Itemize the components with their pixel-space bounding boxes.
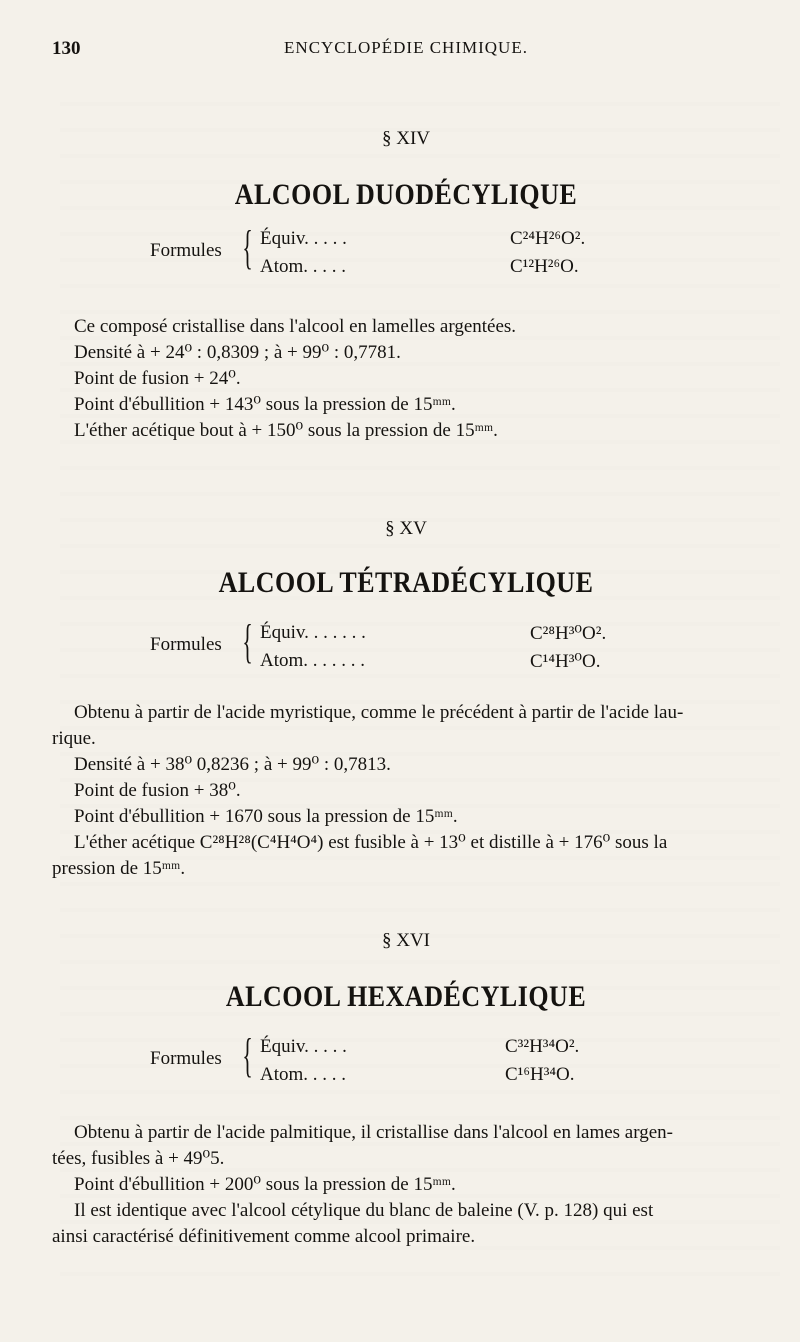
equiv-label: Équiv. . . . . <box>260 228 347 249</box>
body-line: Point d'ébullition + 143⁰ sous la pression de 15ᵐᵐ. <box>74 394 456 415</box>
equiv-formula: C²⁴H²⁶O². <box>510 228 586 249</box>
section-title: ALCOOL DUODÉCYLIQUE <box>234 177 578 212</box>
body-line: Densité à + 38⁰ 0,8236 ; à + 99⁰ : 0,7813. <box>74 754 391 775</box>
body-line: Ce composé cristallise dans l'alcool en lamelles argentées. <box>74 316 517 337</box>
section-title: ALCOOL HEXADÉCYLIQUE <box>225 979 587 1014</box>
atom-formula: C¹²H²⁶O. <box>510 256 579 277</box>
section-body <box>52 700 770 882</box>
equiv-label: Équiv. . . . . . . <box>260 622 366 643</box>
page-header <box>52 38 760 62</box>
equiv-label: Équiv. . . . . <box>260 1036 347 1057</box>
body-line: L'éther acétique C²⁸H²⁸(C⁴H⁴O⁴) est fusible à + 13⁰ et distille à + 176⁰ sous la <box>74 832 668 853</box>
formula-label: Formules <box>150 1048 222 1069</box>
body-line: pression de 15ᵐᵐ. <box>52 858 186 879</box>
atom-formula: C¹⁶H³⁴O. <box>505 1064 575 1085</box>
body-line: Obtenu à partir de l'acide palmitique, il cristallise dans l'alcool en lames argen- <box>74 1122 673 1143</box>
equiv-formula: C²⁸H³⁰O². <box>530 623 607 644</box>
running-title: ENCYCLOPÉDIE CHIMIQUE. <box>284 38 528 57</box>
section-number: § XVI <box>381 930 431 951</box>
atom-formula: C¹⁴H³⁰O. <box>530 651 601 672</box>
atom-label: Atom. . . . . <box>260 256 347 277</box>
body-line: Densité à + 24⁰ : 0,8309 ; à + 99⁰ : 0,7781. <box>74 342 401 363</box>
formula-block <box>150 221 610 288</box>
body-line: ainsi caractérisé définitivement comme alcool primaire. <box>52 1226 476 1247</box>
body-line: Point de fusion + 24⁰. <box>74 368 241 389</box>
formula-label: Formules <box>150 634 222 655</box>
body-line: Obtenu à partir de l'acide myristique, comme le précédent à partir de l'acide lau- <box>74 702 684 723</box>
section-number: § XIV <box>381 128 431 149</box>
brace-icon: { <box>242 615 253 668</box>
section-body <box>52 314 770 444</box>
formula-block <box>150 615 620 682</box>
body-line: Il est identique avec l'alcool cétylique du blanc de baleine (V. p. 128) qui est <box>74 1200 654 1221</box>
body-line: Point d'ébullition + 1670 sous la pression de 15ᵐᵐ. <box>74 806 458 827</box>
page-number: 130 <box>52 38 81 59</box>
equiv-formula: C³²H³⁴O². <box>505 1036 580 1057</box>
atom-label: Atom. . . . . <box>260 1064 347 1085</box>
body-line: Point de fusion + 38⁰. <box>74 780 241 801</box>
body-line: rique. <box>52 728 96 749</box>
section-number: § XV <box>385 518 427 539</box>
atom-label: Atom. . . . . . . <box>260 650 366 671</box>
brace-icon: { <box>242 1029 253 1082</box>
brace-icon: { <box>242 221 253 274</box>
body-line: tées, fusibles à + 49⁰5. <box>52 1148 225 1169</box>
section-body <box>52 1120 770 1250</box>
body-line: L'éther acétique bout à + 150⁰ sous la pression de 15ᵐᵐ. <box>74 420 498 441</box>
section-title: ALCOOL TÉTRADÉCYLIQUE <box>218 565 594 600</box>
formula-label: Formules <box>150 240 222 261</box>
formula-block <box>150 1029 610 1096</box>
body-line: Point d'ébullition + 200⁰ sous la pression de 15ᵐᵐ. <box>74 1174 456 1195</box>
